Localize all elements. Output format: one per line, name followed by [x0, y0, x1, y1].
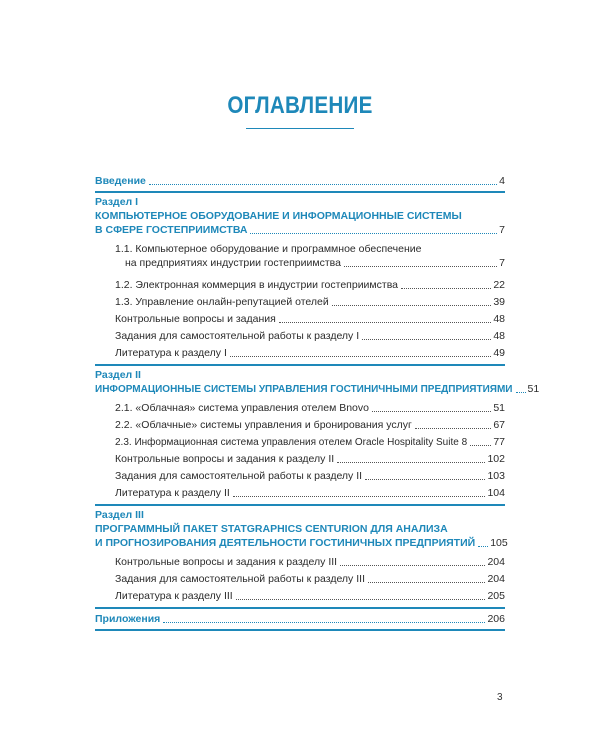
toc-entry-1-1[interactable] [115, 257, 505, 270]
toc-entry-3-literature[interactable] [115, 590, 505, 603]
entry-label: Контрольные вопросы и задания к разделу III [115, 556, 338, 568]
leader-dots [163, 622, 485, 623]
entry-label: Задания для самостоятельной работы к разделу I [115, 330, 360, 342]
entry-page: 105 [490, 537, 508, 549]
toc-entry-intro[interactable] [95, 175, 505, 188]
leader-dots [372, 411, 491, 412]
leader-dots [236, 599, 486, 600]
leader-dots [365, 479, 485, 480]
entry-page: 204 [487, 556, 505, 568]
toc-entry-2-1[interactable] [115, 402, 505, 415]
entry-label: Введение [95, 175, 146, 187]
page-number: 3 [497, 692, 503, 703]
entry-1-1-line-1: 1.1. Компьютерное оборудование и программное обеспечение [115, 243, 422, 255]
toc-entry-2-literature[interactable] [115, 487, 505, 500]
entry-page: 51 [527, 383, 540, 395]
entry-page: 67 [493, 419, 505, 431]
leader-dots [415, 428, 491, 429]
entry-label: Литература к разделу III [115, 590, 233, 602]
entry-page: 102 [487, 453, 505, 465]
toc-entry-1-tasks[interactable] [115, 330, 505, 343]
section-label-3: Раздел III [95, 509, 144, 521]
toc-entry-1-literature[interactable] [115, 347, 505, 360]
section-divider [95, 629, 505, 631]
entry-label: Задания для самостоятельной работы к разделу II [115, 470, 363, 482]
entry-label: 2.1. «Облачная» система управления отелем Bnovo [115, 402, 369, 414]
toc-entry-1-2[interactable] [115, 279, 505, 292]
section-heading-3-line-1: ПРОГРАММНЫЙ ПАКЕТ STATGRAPHICS CENTURION ДЛЯ АНАЛИЗА [95, 523, 448, 535]
leader-dots [250, 233, 497, 234]
entry-page: 39 [493, 296, 505, 308]
entry-label: ИНФОРМАЦИОННЫЕ СИСТЕМЫ УПРАВЛЕНИЯ ГОСТИНИЧНЫМИ ПРЕДПРИЯТИЯМИ [95, 384, 513, 395]
entry-label: Контрольные вопросы и задания к разделу II [115, 453, 335, 465]
toc-entry-section-3[interactable] [95, 537, 508, 550]
entry-page: 51 [493, 402, 505, 414]
section-heading-1-line-1: КОМПЬЮТЕРНОЕ ОБОРУДОВАНИЕ И ИНФОРМАЦИОННЫЕ СИСТЕМЫ [95, 210, 462, 222]
leader-dots [401, 288, 491, 289]
toc-entry-3-questions[interactable] [115, 556, 505, 569]
entry-label: Приложения [95, 613, 161, 625]
leader-dots [516, 392, 526, 393]
toc-entry-2-tasks[interactable] [115, 470, 505, 483]
section-divider [95, 191, 505, 193]
entry-label: Литература к разделу I [115, 347, 227, 359]
entry-page: 48 [493, 313, 505, 325]
leader-dots [470, 445, 491, 446]
entry-page: 104 [487, 487, 505, 499]
entry-page: 7 [499, 224, 505, 236]
leader-dots [340, 565, 485, 566]
section-divider [95, 364, 505, 366]
leader-dots [368, 582, 485, 583]
section-label-1: Раздел I [95, 196, 139, 208]
entry-label: 1.3. Управление онлайн-репутацией отелей [115, 296, 329, 308]
leader-dots [362, 339, 491, 340]
entry-page: 77 [493, 436, 505, 448]
leader-dots [279, 322, 491, 323]
entry-label: Литература к разделу II [115, 487, 230, 499]
entry-label: Задания для самостоятельной работы к разделу III [115, 573, 365, 585]
leader-dots [337, 462, 485, 463]
entry-page: 205 [487, 590, 505, 602]
leader-dots [344, 266, 497, 267]
entry-page: 103 [487, 470, 505, 482]
entry-label: 1.2. Электронная коммерция в индустрии гостеприимства [115, 279, 399, 291]
entry-label: В СФЕРЕ ГОСТЕПРИИМСТВА [95, 224, 248, 236]
entry-page: 22 [493, 279, 505, 291]
toc-entry-2-questions[interactable] [115, 453, 505, 466]
entry-label: на предприятиях индустрии гостеприимства [125, 257, 341, 269]
toc-entry-2-3[interactable] [115, 436, 505, 449]
toc-entry-appendix[interactable] [95, 613, 505, 626]
leader-dots [233, 496, 486, 497]
leader-dots [149, 184, 497, 185]
toc-entry-1-3[interactable] [115, 296, 505, 309]
entry-label: 2.3. Информационная система управления отелем Oracle Hospitality Suite 8 [115, 437, 468, 448]
entry-page: 206 [487, 613, 505, 625]
toc-title: ОГЛАВЛЕНИЕ [227, 92, 373, 119]
section-divider [95, 504, 505, 506]
entry-label: И ПРОГНОЗИРОВАНИЯ ДЕЯТЕЛЬНОСТИ ГОСТИНИЧНЫХ ПРЕДПРИЯТИЙ [95, 537, 476, 549]
leader-dots [478, 546, 488, 547]
leader-dots [332, 305, 492, 306]
entry-label: Контрольные вопросы и задания [115, 313, 276, 325]
section-divider [95, 607, 505, 609]
toc-entry-section-2[interactable] [95, 383, 540, 396]
entry-page: 7 [499, 257, 505, 269]
leader-dots [230, 356, 491, 357]
entry-page: 4 [499, 175, 505, 187]
toc-entry-2-2[interactable] [115, 419, 505, 432]
toc-entry-section-1[interactable] [95, 224, 505, 237]
title-underline [246, 128, 354, 129]
entry-page: 48 [493, 330, 505, 342]
entry-label: 2.2. «Облачные» системы управления и бронирования услуг [115, 419, 412, 431]
toc-entry-1-questions[interactable] [115, 313, 505, 326]
section-label-2: Раздел II [95, 369, 141, 381]
toc-entry-3-tasks[interactable] [115, 573, 505, 586]
entry-page: 49 [493, 347, 505, 359]
entry-page: 204 [487, 573, 505, 585]
